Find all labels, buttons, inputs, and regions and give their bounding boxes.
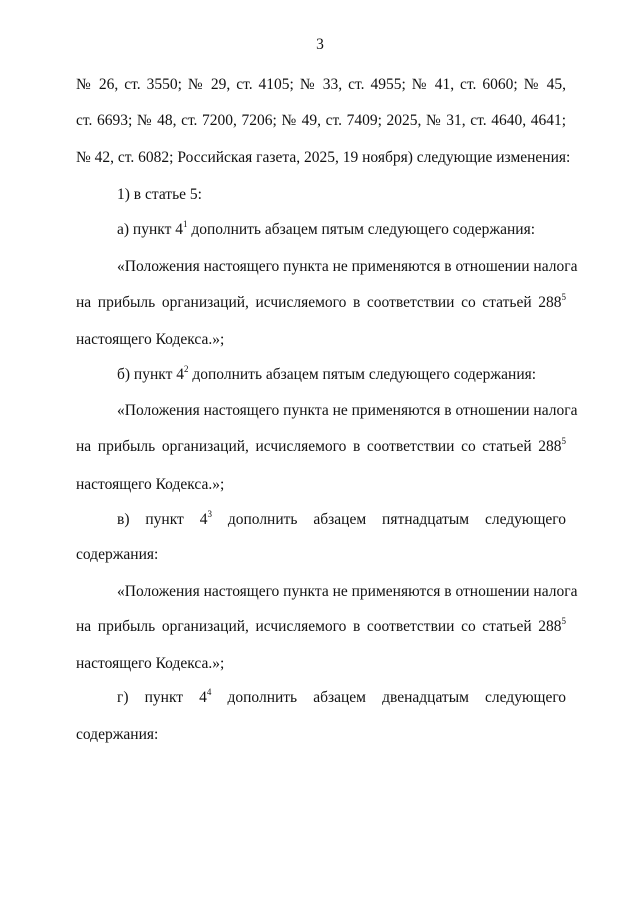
item-b-heading-sup: 2 [184,363,189,374]
item-a-quote-line-1: «Положения настоящего пункта не применяются в отношении налога [117,258,578,275]
item-v-heading [117,508,567,529]
item-v-quote-line-1: «Положения настоящего пункта не применяются в отношении налога [117,583,578,600]
item-g-heading-cont: содержания: [76,726,159,743]
item-a-heading-sup: 1 [182,218,188,229]
item-a-heading [117,218,536,239]
item-v-quote-line-2 [76,615,566,636]
item-v-quote-line-2-sup: 5 [561,615,566,626]
body-line-2: ст. 6693; № 48, ст. 7200, 7206; № 49, ст. 7409; 2025, № 31, ст. 4640, 4641; [76,112,566,129]
item-g-heading-word-2: $4^4$ [199,686,212,706]
article-5-heading: 1) в статье 5: [117,186,202,203]
item-v-heading-word-4: абзацем [313,511,367,528]
item-v-heading-word-3: дополнить [227,511,298,528]
item-v-quote-line-3: настоящего Кодекса.»; [76,655,225,672]
item-a-quote-line-2-text: на прибыль организаций, исчисляемого в соответствии со статьей 288 [76,294,562,311]
item-v-heading-word-5: пятнадцатым [382,511,470,528]
page-number: 3 [316,36,324,53]
item-g-heading-word-3: дополнить [227,689,298,706]
body-line-1: № 26, ст. 3550; № 29, ст. 4105; № 33, ст. 4955; № 41, ст. 6060; № 45, [76,76,566,93]
item-v-heading-cont: содержания: [76,546,159,563]
item-b-quote-line-2-sup: 5 [561,435,566,446]
item-b-quote-line-2 [76,435,566,456]
item-a-heading-pre: а) пункт 4 [117,221,183,238]
item-b-quote-line-2-text: на прибыль организаций, исчисляемого в соответствии со статьей 288 [76,438,562,455]
item-g-heading-word-6: следующего [485,689,567,706]
item-a-heading-post: дополнить абзацем пятым следующего содержания: [187,221,536,238]
item-v-heading-word-6: следующего [484,511,567,528]
item-b-heading-pre: б) пункт 4 [117,366,184,383]
item-v-quote-line-2-text: на прибыль организаций, исчисляемого в соответствии со статьей 288 [76,618,562,635]
item-a-quote-line-2-sup: 5 [561,291,566,302]
item-v-heading-sup: 3 [207,508,212,519]
item-b-heading-post: дополнить абзацем пятым следующего содержания: [188,366,537,383]
item-g-heading [117,686,567,707]
item-v-heading-word-2: $4^3$ [199,508,212,528]
item-a-quote-line-2 [76,291,566,312]
body-line-3: № 42, ст. 6082; Российская газета, 2025, 19 ноября) следующие изменения: [76,149,571,166]
item-g-heading-word-5: двенадцатым [382,689,469,706]
item-g-heading-sup: 4 [206,686,212,697]
item-g-heading-word-4: абзацем [313,689,366,706]
item-g-heading-word-1: г) пункт [117,689,184,706]
item-b-heading [117,363,537,384]
item-v-heading-word-1: в) пункт [117,511,184,528]
item-b-quote-line-1: «Положения настоящего пункта не применяются в отношении налога [117,402,578,419]
item-a-quote-line-3: настоящего Кодекса.»; [76,331,225,348]
item-b-quote-line-3: настоящего Кодекса.»; [76,476,225,493]
